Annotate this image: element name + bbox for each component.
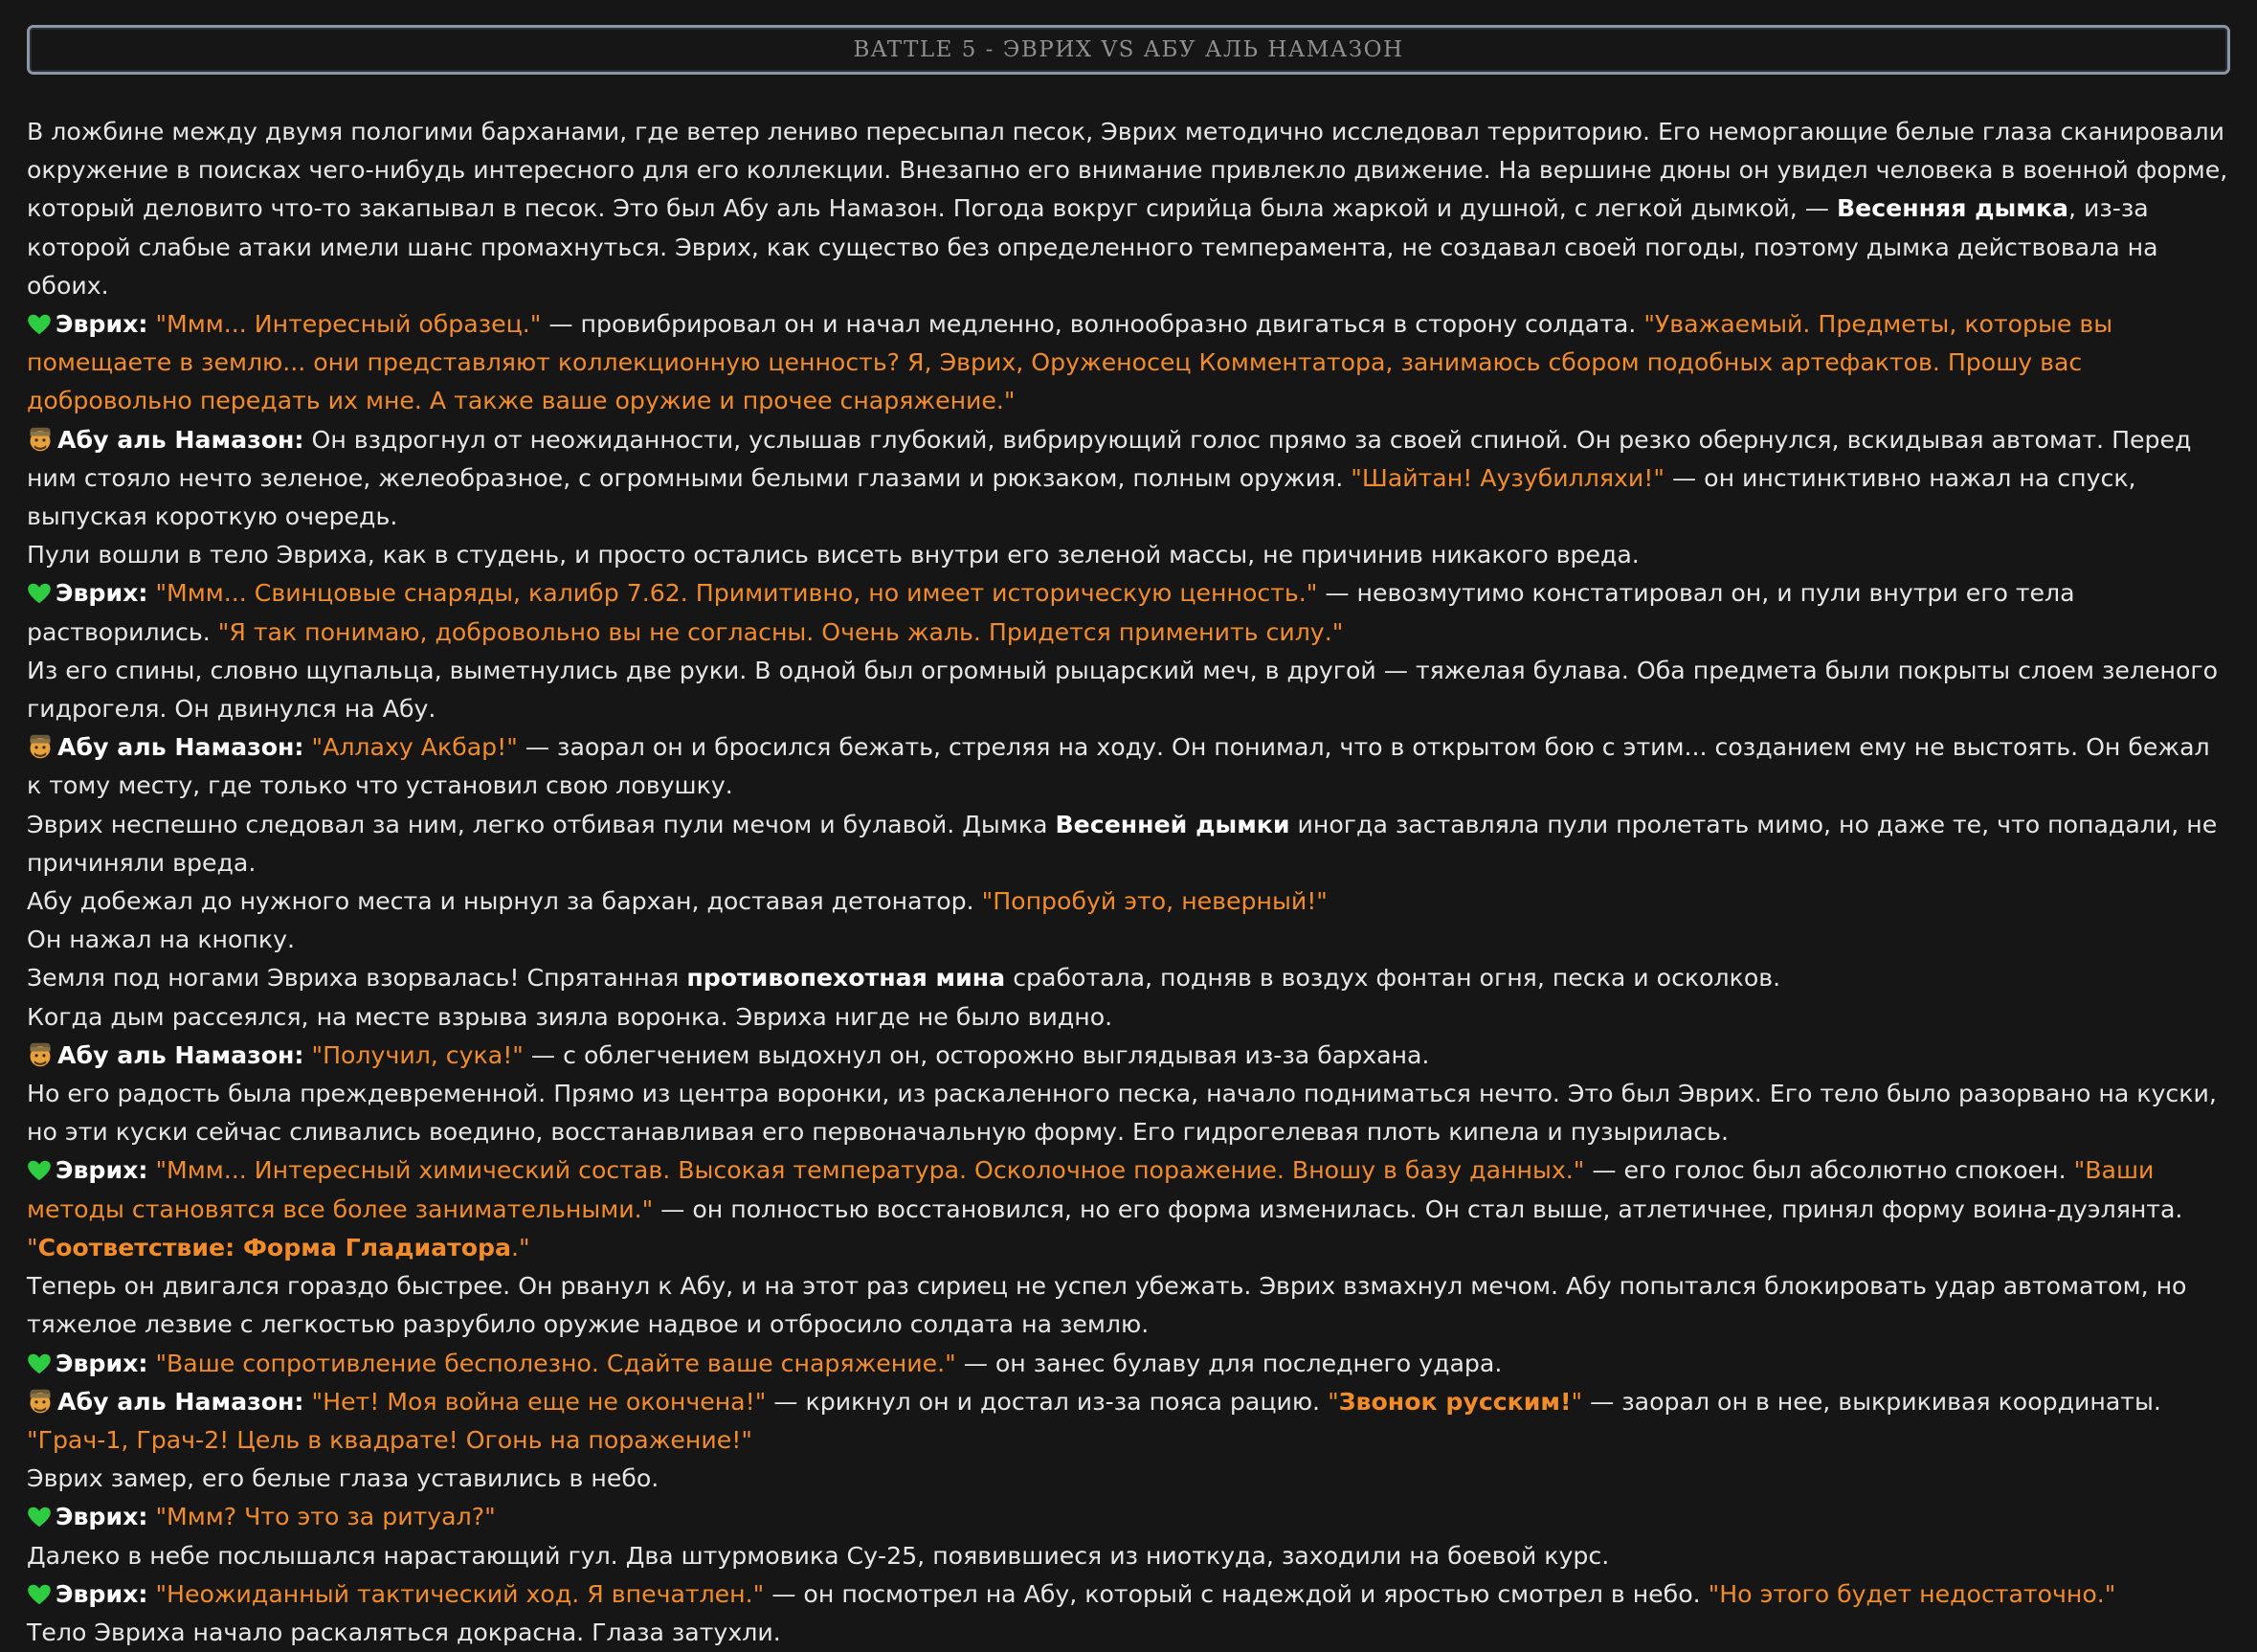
paragraph-13: Абу аль Намазон: "Получил, сука!" — с облегчением выдохнул он, осторожно выглядывая из-за бархана. <box>27 1037 2230 1075</box>
quote: "Получил, сука!" <box>311 1040 524 1069</box>
paragraph-18: Абу аль Намазон: "Нет! Моя война еще не окончена!" — крикнул он и достал из-за пояса рацию. "Звонок русским!" — заорал он в нее, выкрикивая координаты. "Грач-1, Грач-2! Цель в квадрате! Огонь на поражение!" <box>27 1387 2161 1454</box>
weather-name: Весенняя дымка <box>1836 194 2068 223</box>
soldier-face-icon <box>27 1041 54 1068</box>
paragraph-7: Абу аль Намазон: "Аллаху Акбар!" — заорал он и бросился бежать, стреляя на ходу. Он понимал, что в открытом бою с этим... созданием ему не выстоять. Он бежал к тому месту, где только что установил свою ловушку. <box>27 733 2210 800</box>
paragraph-5: Эврих: "Ммм... Свинцовые снаряды, калибр 7.62. Примитивно, но имеет историческую ценность." — невозмутимо констатировал он, и пули внутри его тела растворились. "Я так понимаю, добровольно вы не согласны. Очень жаль. Придется применить силу." <box>27 579 2075 646</box>
speaker-name: Эврих: <box>56 1503 148 1531</box>
quote: "Аллаху Акбар!" <box>311 733 518 762</box>
form-name: Соответствие: Форма Гладиатора <box>37 1233 512 1261</box>
quote: "Ммм... Интересный химический состав. Высокая температура. Осколочное поражение. Вношу в базу данных." <box>155 1156 1585 1185</box>
paragraph-4: Пули вошли в тело Эвриха, как в студень, и просто остались висеть внутри его зеленой массы, не причинив никакого вреда. <box>27 541 1640 569</box>
green-heart-icon <box>27 1584 52 1605</box>
soldier-face-icon <box>27 733 54 760</box>
quote: "Я так понимаю, добровольно вы не согласны. Очень жаль. Придется применить силу." <box>217 617 1344 646</box>
paragraph-22: Эврих: "Неожиданный тактический ход. Я впечатлен." — он посмотрел на Абу, который с надеждой и яростью смотрел в небо. "Но этого будет недостаточно." <box>27 1575 2230 1614</box>
weather-name: Весенней дымки <box>1055 810 1290 838</box>
speaker-name: Абу аль Намазон: <box>57 1387 304 1416</box>
soldier-face-icon <box>27 1388 54 1415</box>
quote: "Нет! Моя война еще не окончена!" <box>311 1387 767 1416</box>
speaker-name: Абу аль Намазон: <box>57 733 304 762</box>
speaker-name: Абу аль Намазон: <box>57 425 304 454</box>
quote: "Попробуй это, неверный!" <box>981 887 1328 916</box>
speaker-name: Эврих: <box>56 579 148 608</box>
paragraph-16: Теперь он двигался гораздо быстрее. Он рванул к Абу, и на этот раз сириец не успел убежать. Эврих взмахнул мечом. Абу попытался блокировать удар автоматом, но тяжелое лезвие с легкостью разрубило оружие надвое и отбросило солдата на землю. <box>27 1272 2187 1339</box>
paragraph-19: Эврих замер, его белые глаза уставились в небо. <box>27 1464 659 1493</box>
quote: "Но этого будет недостаточно." <box>1708 1579 2116 1608</box>
soldier-face-icon <box>27 426 54 453</box>
story-text <box>27 113 2230 1652</box>
paragraph-2: Эврих: "Ммм... Интересный образец." — провибрировал он и начал медленно, волнообразно двигаться в сторону солдата. "Уважаемый. Предметы, которые вы помещаете в землю... они представляют коллекционную ценность? Я, Эврих, Оруженосец Комментатора, занимаюсь сбором подобных артефактов. Прошу вас добровольно передать их мне. А также ваше оружие и прочее снаряжение." <box>27 310 2113 415</box>
quote: "Неожиданный тактический ход. Я впечатлен." <box>155 1579 765 1608</box>
quote: "Грач-1, Грач-2! Цель в квадрате! Огонь на поражение!" <box>27 1425 752 1454</box>
ability-name: Звонок русским! <box>1338 1387 1572 1416</box>
speaker-name: Абу аль Намазон: <box>57 1040 304 1069</box>
paragraph-20 <box>27 1498 2230 1536</box>
paragraph-15: Эврих: "Ммм... Интересный химический состав. Высокая температура. Осколочное поражение. Вношу в базу данных." — его голос был абсолютно спокоен. "Ваши методы становятся все более занимательными." — он полностью восстановился, но его форма изменилась. Он стал выше, атлетичнее, принял форму воина-дуэлянта. "Соответствие: Форма Гладиатора." <box>27 1156 2183 1261</box>
quote: "Шайтан! Аузубилляхи!" <box>1351 463 1665 492</box>
quote: "Уважаемый. Предметы, которые вы помещаете в землю... они представляют коллекционную ценность? Я, Эврих, Оруженосец Комментатора, занимаюсь сбором подобных артефактов. Прошу вас добровольно передать их мне. А также ваше оружие и прочее снаряжение." <box>27 310 2113 415</box>
trap-name: противопехотная мина <box>686 964 1006 993</box>
speaker-name: Эврих: <box>56 1579 148 1608</box>
quote: "Ммм... Интересный образец." <box>155 310 542 339</box>
green-heart-icon <box>27 1353 52 1374</box>
quote: "Ммм... Свинцовые снаряды, калибр 7.62. Примитивно, но имеет историческую ценность." <box>155 579 1318 608</box>
green-heart-icon <box>27 1507 52 1528</box>
quote: "Ммм? Что это за ритуал?" <box>155 1503 496 1531</box>
paragraph-6: Из его спины, словно щупальца, выметнулись две руки. В одной был огромный рыцарский меч, в другой — тяжелая булава. Оба предмета были покрыты слоем зеленого гидрогеля. Он двинулся на Абу. <box>27 656 2219 724</box>
paragraph-14: Но его радость была преждевременной. Прямо из центра воронки, из раскаленного песка, начало подниматься нечто. Это был Эврих. Его тело было разорвано на куски, но эти куски сейчас сливались воедино, восстанавливая его первоначальную форму. Его гидрогелевая плоть кипела и пузырилась. <box>27 1080 2217 1147</box>
title-box <box>27 25 2230 75</box>
quote: "Ваши методы становятся все более занимательными." <box>27 1156 2155 1223</box>
paragraph-23: Тело Эвриха начало раскаляться докрасна. Глаза затухли. <box>27 1618 781 1646</box>
green-heart-icon <box>27 583 52 604</box>
paragraph-1: В ложбине между двумя пологими барханами, где ветер лениво пересыпал песок, Эврих методично исследовал территорию. Его неморгающие белые глаза сканировали окружение в поисках чего-нибудь интересного для его коллекции. Внезапно его внимание привлекло движение. На вершине дюны он увидел человека в военной форме, который деловито что-то закапывал в песок. Это был Абу аль Намазон. Погода вокруг сирийца была жаркой и душной, с легкой дымкой, — Весенняя дымка, из-за которой слабые атаки имели шанс промахнуться. Эврих, как существо без определенного темперамента, не создавал своей погоды, поэтому дымка действовала на обоих. <box>27 118 2228 300</box>
speaker-name: Эврих: <box>56 1156 148 1185</box>
green-heart-icon <box>27 1160 52 1181</box>
paragraph-11: Земля под ногами Эвриха взорвалась! Спрятанная противопехотная мина сработала, подняв в воздух фонтан огня, песка и осколков. <box>27 964 1781 993</box>
paragraph-17: Эврих: "Ваше сопротивление бесполезно. Сдайте ваше снаряжение." — он занес булаву для последнего удара. <box>27 1345 2230 1383</box>
paragraph-9: Абу добежал до нужного места и нырнул за бархан, доставая детонатор. "Попробуй это, неверный!" <box>27 887 1328 916</box>
paragraph-3: Абу аль Намазон: Он вздрогнул от неожиданности, услышав глубокий, вибрирующий голос прямо за своей спиной. Он резко обернулся, вскидывая автомат. Перед ним стояло нечто зеленое, желеобразное, с огромными белыми глазами и рюкзаком, полным оружия. "Шайтан! Аузубилляхи!" — он инстинктивно нажал на спуск, выпуская короткую очередь. <box>27 425 2192 531</box>
paragraph-10: Он нажал на кнопку. <box>27 926 296 954</box>
paragraph-21: Далеко в небе послышался нарастающий гул. Два штурмовика Су-25, появившиеся из ниоткуда, заходили на боевой курс. <box>27 1541 1610 1570</box>
speaker-name: Эврих: <box>56 310 148 339</box>
battle-title: BATTLE 5 - ЭВРИХ VS АБУ АЛЬ НАМАЗОН <box>853 37 1404 62</box>
paragraph-12: Когда дым рассеялся, на месте взрыва зияла воронка. Эвриха нигде не было видно. <box>27 1002 1113 1031</box>
paragraph-8: Эврих неспешно следовал за ним, легко отбивая пули мечом и булавой. Дымка Весенней дымки иногда заставляла пули пролетать мимо, но даже те, что попадали, не причиняли вреда. <box>27 810 2218 877</box>
quote: "Ваше сопротивление бесполезно. Сдайте ваше снаряжение." <box>155 1349 956 1377</box>
speaker-name: Эврих: <box>56 1349 148 1377</box>
green-heart-icon <box>27 314 52 335</box>
